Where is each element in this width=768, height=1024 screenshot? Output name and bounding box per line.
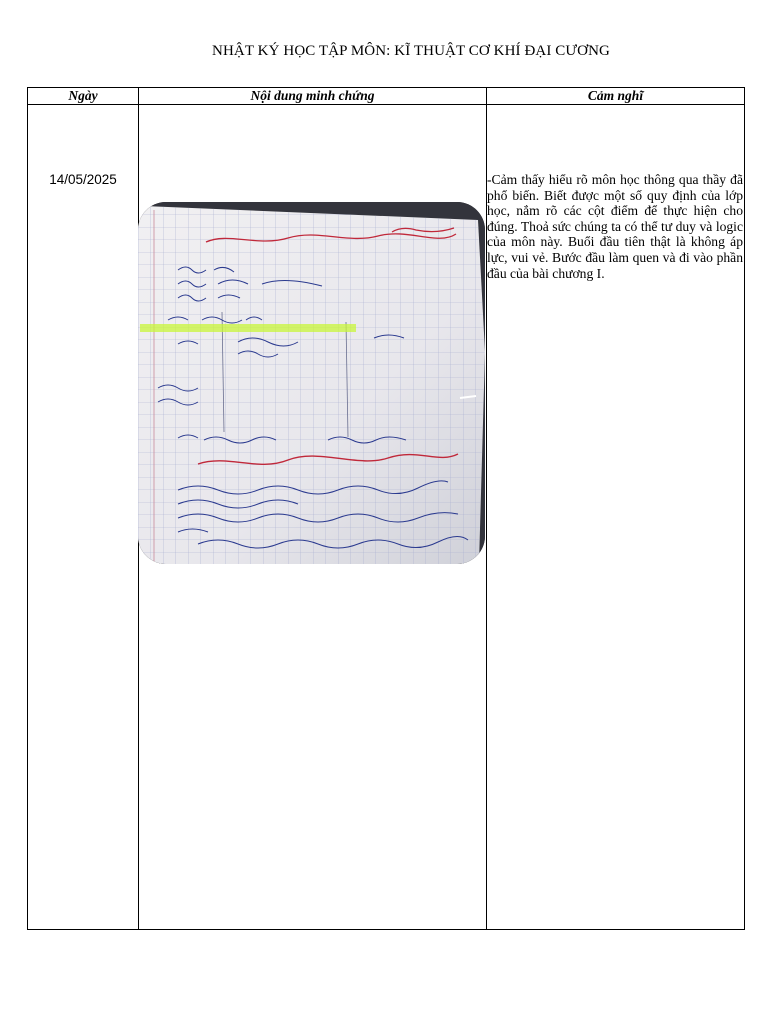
header-date: Ngày [28,88,139,105]
date-cell [28,105,139,930]
table-row [28,105,745,930]
header-evidence: Nội dung minh chứng [139,88,487,105]
header-reflection: Cảm nghĩ [487,88,745,105]
reflection-cell [487,105,745,930]
entry-date: 14/05/2025 [49,172,117,187]
document-title: NHẬT KÝ HỌC TẬP MÔN: KĨ THUẬT CƠ KHÍ ĐẠI CƯƠNG [212,43,610,59]
notebook-photo [138,202,485,564]
learning-journal-table [27,87,745,930]
table-header-row [28,88,745,105]
evidence-cell [139,105,487,930]
reflection-text: -Cảm thấy hiểu rõ môn học thông qua thầy đã phổ biến. Biết được một số quy định của lớp học, nắm rõ các cột điểm để thực hiện cho đúng. Thoả sức chúng ta có thể tư duy và logic của môn này. Buổi đầu tiên thật là không áp lực, vui vẻ. Bước đầu làm quen và đi vào phần đầu của bài chương I. [487,172,743,281]
